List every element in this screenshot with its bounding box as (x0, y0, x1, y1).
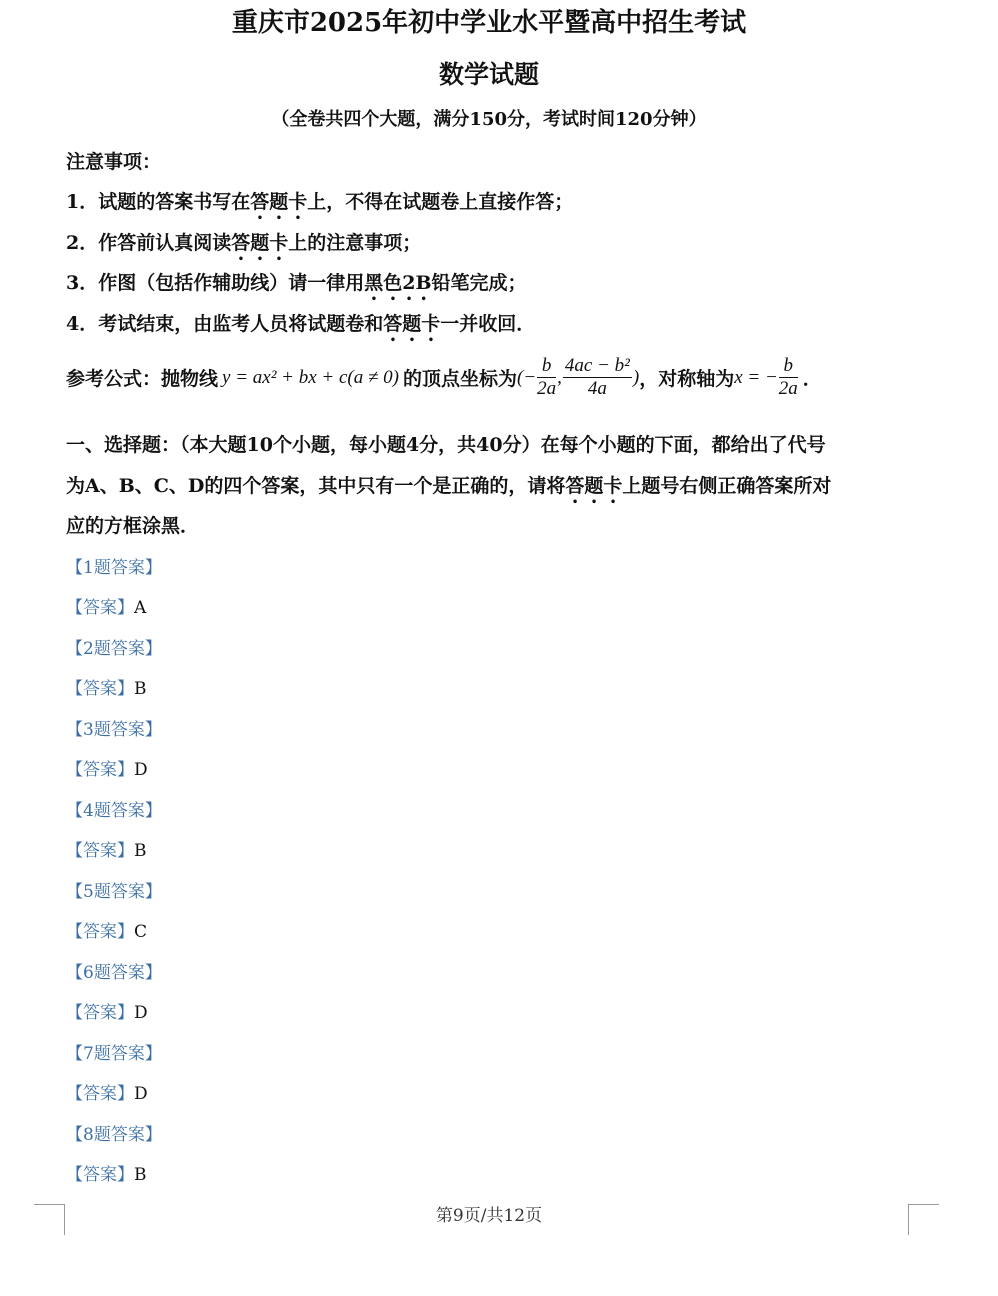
notice-item-2: 2．作答前认真阅读答题卡上的注意事项； (66, 232, 422, 254)
answer-3: 【答案】D (66, 760, 148, 780)
question-7-header: 【7题答案】 (66, 1044, 162, 1064)
page-number: 第9页/共12页 (435, 1206, 543, 1226)
notice-item-1: 1．试题的答案书写在答题卡上，不得在试题卷上直接作答； (66, 191, 574, 213)
exam-meta: （全卷共四个大题，满分150分，考试时间120分钟） (271, 109, 707, 130)
question-3-header: 【3题答案】 (66, 720, 162, 740)
document-subtitle: 数学试题 (438, 60, 539, 89)
question-1-header: 【1题答案】 (66, 558, 162, 578)
section1-line2: 为A、B、C、D的四个答案，其中只有一个是正确的，请将答题卡上题号右侧正确答案所对 (66, 475, 832, 497)
answer-5: 【答案】C (66, 922, 148, 942)
section1-line1: 一、选择题：（本大题10个小题，每小题4分，共40分）在每个小题的下面，都给出了代号 (66, 434, 826, 456)
answer-2: 【答案】B (66, 679, 147, 699)
vertex-x-fraction: $\frac{b}{2a}$ (537, 355, 557, 399)
question-4-header: 【4题答案】 (66, 801, 162, 821)
section1-line3: 应的方框涂黑． (66, 515, 200, 537)
answer-1: 【答案】A (66, 598, 147, 618)
reference-formula: 参考公式：抛物线 y = ax² + bx + c(a ≠ 0) 的顶点坐标为 (− $\frac{b}{2a}$ , $\frac{\text{4ac − b²}}{4a}$ ) ，对称轴为 x = − $\frac{b}{2a}$ ． (66, 355, 822, 399)
axis-fraction: $\frac{b}{2a}$ (778, 355, 798, 399)
notice-heading: 注意事项： (66, 151, 162, 173)
question-2-header: 【2题答案】 (66, 639, 162, 659)
parabola-equation: y = ax² + bx + c(a ≠ 0) (222, 366, 399, 388)
question-6-header: 【6题答案】 (66, 963, 162, 983)
answer-6: 【答案】D (66, 1003, 148, 1023)
document-title: 重庆市2025年初中学业水平暨高中招生考试 (231, 8, 747, 38)
answer-4: 【答案】B (66, 841, 147, 861)
answer-8: 【答案】B (66, 1165, 147, 1185)
notice-item-3: 3．作图（包括作辅助线）请一律用黑色2B铅笔完成； (66, 272, 527, 294)
vertex-y-fraction: $\frac{\text{4ac − b²}}{4a}$ (564, 355, 630, 399)
question-5-header: 【5题答案】 (66, 882, 162, 902)
answer-7: 【答案】D (66, 1084, 148, 1104)
question-8-header: 【8题答案】 (66, 1125, 162, 1145)
notice-item-4: 4．考试结束，由监考人员将试题卷和答题卡一并收回． (66, 313, 536, 335)
